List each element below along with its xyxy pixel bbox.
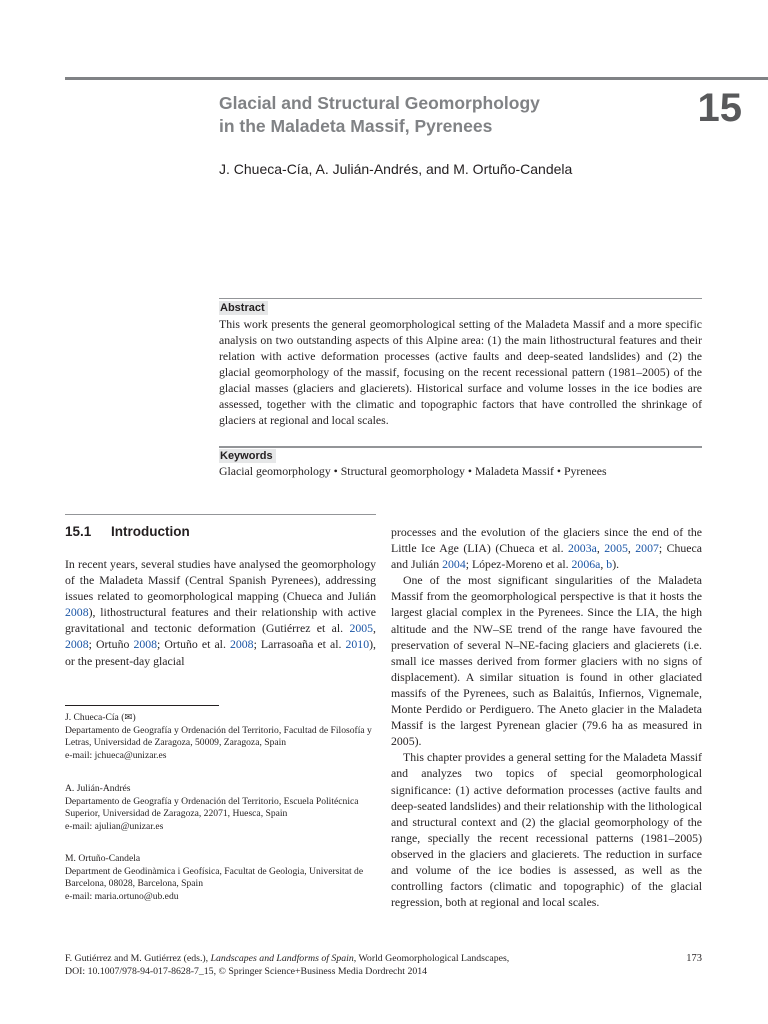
footnote-name: A. Julián-Andrés: [65, 783, 131, 794]
authors: J. Chueca-Cía, A. Julián-Andrés, and M. Ortuño-Candela: [219, 161, 573, 177]
footnote-author-3: [65, 853, 376, 903]
citation-link[interactable]: 2008: [65, 637, 89, 652]
chapter-number: 15: [697, 86, 742, 130]
right-paragraph-2: One of the most significant singularities of the Maladeta Massif from the geomorphological perspective is that it hosts the largest glacial complex in the Pyrenees. Since the LIA, the high altitude and the NW–SE trend of the range have favoured the preservation of several N–NE-facing glaciers and glacierets (i.e. small ice masses derived from former glaciers with no signs of displacement). A similar situation is found in other glaciated massifs of the Pyrenees, such as Balaitús, Infiernos, Vignemale, Monte Perdido or Perdiguero. The Aneto glacier in the Maladeta Massif is the largest Pyrenean glacier (79.6 ha as measured in 2005).: [391, 573, 702, 749]
footnote-affiliation: Department de Geodinàmica i Geofísica, Facultat de Geologia, Universitat de Barcelona, 08028, Barcelona, Spain: [65, 865, 364, 890]
citation-link[interactable]: 2005: [604, 541, 628, 556]
right-paragraph-3: This chapter provides a general setting for the Maladeta Massif and analyzes two topics of special geomorphological significance: (1) active deformation processes (active faults and deep-seated landslides) and their relationship with the lithological and structural context and (2) the glacial geomorphology of the range, specially the recent recessional patterns (1981–2005) observed in the glaciers and glacierets. The reduction in surface and volume of the ice bodies is assessed, as well as the controlling factors (climatic and topographic) of the glacial regression, both at regional and local scales.: [391, 750, 702, 910]
keywords-top-rule: [219, 446, 702, 448]
keywords-label: Keywords: [219, 449, 276, 463]
page-number: 173: [686, 953, 702, 964]
footnote-affiliation: Departamento de Geografía y Ordenación del Territorio, Escuela Politécnica Superior, Universidad de Zaragoza, 22071, Huesca, Spain: [65, 795, 359, 820]
footnote-name: M. Ortuño-Candela: [65, 853, 141, 864]
footer-citation: [65, 953, 625, 978]
footnote-email[interactable]: e-mail: maria.ortuno@ub.edu: [65, 890, 179, 902]
abstract-top-rule: [219, 298, 702, 299]
footnote-author-1: J. Chueca-Cía (✉) Departamento de Geografía y Ordenación del Territorio, Facultad de Filosofía y Letras, Universidad de Zaragoza, 50009, Zaragoza, Spain e-mail: jchueca@unizar.es: [65, 712, 376, 762]
section-rule: [65, 514, 376, 515]
left-column: [65, 556, 376, 669]
keyword: Maladeta Massif: [474, 464, 554, 478]
footnote-name: J. Chueca-Cía: [65, 712, 119, 723]
footnote-email[interactable]: e-mail: ajulian@unizar.es: [65, 820, 164, 832]
footnote-affiliation: Departamento de Geografía y Ordenación del Territorio, Facultad de Filosofía y Letras, Universidad de Zaragoza, 50009, Zaragoza, Spain: [65, 724, 372, 749]
citation-link[interactable]: 2006a: [571, 557, 601, 572]
footer-doi: DOI: 10.1007/978-94-017-8628-7_15, © Springer Science+Business Media Dordrecht 2014: [65, 965, 428, 977]
citation-link[interactable]: 2008: [133, 637, 158, 652]
abstract-label: Abstract: [219, 301, 268, 315]
citation-link[interactable]: b: [606, 557, 613, 572]
chapter-title-line2: in the Maladeta Massif, Pyrenees: [219, 116, 493, 136]
footnote-author-2: [65, 783, 376, 833]
citation-link[interactable]: 2007: [635, 541, 659, 556]
section-number: 15.1: [65, 524, 92, 539]
section-title: Introduction: [111, 524, 190, 539]
email-icon: ✉: [124, 712, 133, 723]
footnote-rule: [65, 705, 219, 706]
footnote-email[interactable]: e-mail: jchueca@unizar.es: [65, 749, 167, 761]
abstract-text: This work presents the general geomorphological setting of the Maladeta Massif and a more specific analysis on two outstanding aspects of this Alpine area: (1) the main lithostructural features and their relation with active deformation processes (active faults and deep-seated landslides) and (2) the glacial geomorphology of the massif, focusing on the recent recessional pattern (1981–2005) of the glacial masses (glaciers and glacierets). Historical surface and volume losses in the ice bodies are assessed, together with the climatic and topographic factors that have controlled the shrinkage of glaciers at regional and local scales.: [219, 317, 702, 427]
citation-link[interactable]: 2004: [442, 557, 466, 572]
chapter-title: [219, 92, 639, 138]
right-paragraph-1: processes and the evolution of the glaciers since the end of the Little Ice Age (LIA) (Chueca et al. 2003a, 2005, 2007; Chueca and Julián 2004; López-Moreno et al. 2006a, b).: [391, 525, 702, 572]
top-rule: [65, 77, 768, 80]
citation-link[interactable]: 2008: [229, 637, 254, 652]
footer-editors: F. Gutiérrez and M. Gutiérrez (eds.),: [65, 953, 211, 964]
keyword: Glacial geomorphology: [219, 464, 331, 478]
footer-series: , World Geomorphological Landscapes,: [353, 953, 510, 964]
keywords-list: Glacial geomorphology • Structural geomorphology • Maladeta Massif • Pyrenees: [219, 464, 607, 478]
citation-link[interactable]: 2005: [349, 621, 374, 636]
keyword: Pyrenees: [563, 464, 607, 478]
right-column: [391, 524, 702, 910]
section-heading: [65, 523, 190, 541]
chapter-title-line1: Glacial and Structural Geomorphology: [219, 93, 540, 113]
left-paragraph-1: In recent years, several studies have analysed the geomorphology of the Maladeta Massif (Central Spanish Pyrenees), addressing issues related to geomorphological mapping (Chueca and Julián 2008), lithostructural features and their relationship with active gravitational and tectonic deformation (Gutiérrez et al. 2005, 2008; Ortuño 2008; Ortuño et al. 2008; Larrasoaña et al. 2010), or the present-day glacial: [65, 557, 376, 668]
keyword: Structural geomorphology: [340, 464, 465, 478]
citation-link[interactable]: 2003a: [568, 541, 597, 556]
footer-book-title: Landscapes and Landforms of Spain: [210, 953, 354, 964]
citation-link[interactable]: 2008: [65, 605, 89, 620]
citation-link[interactable]: 2010: [345, 637, 370, 652]
